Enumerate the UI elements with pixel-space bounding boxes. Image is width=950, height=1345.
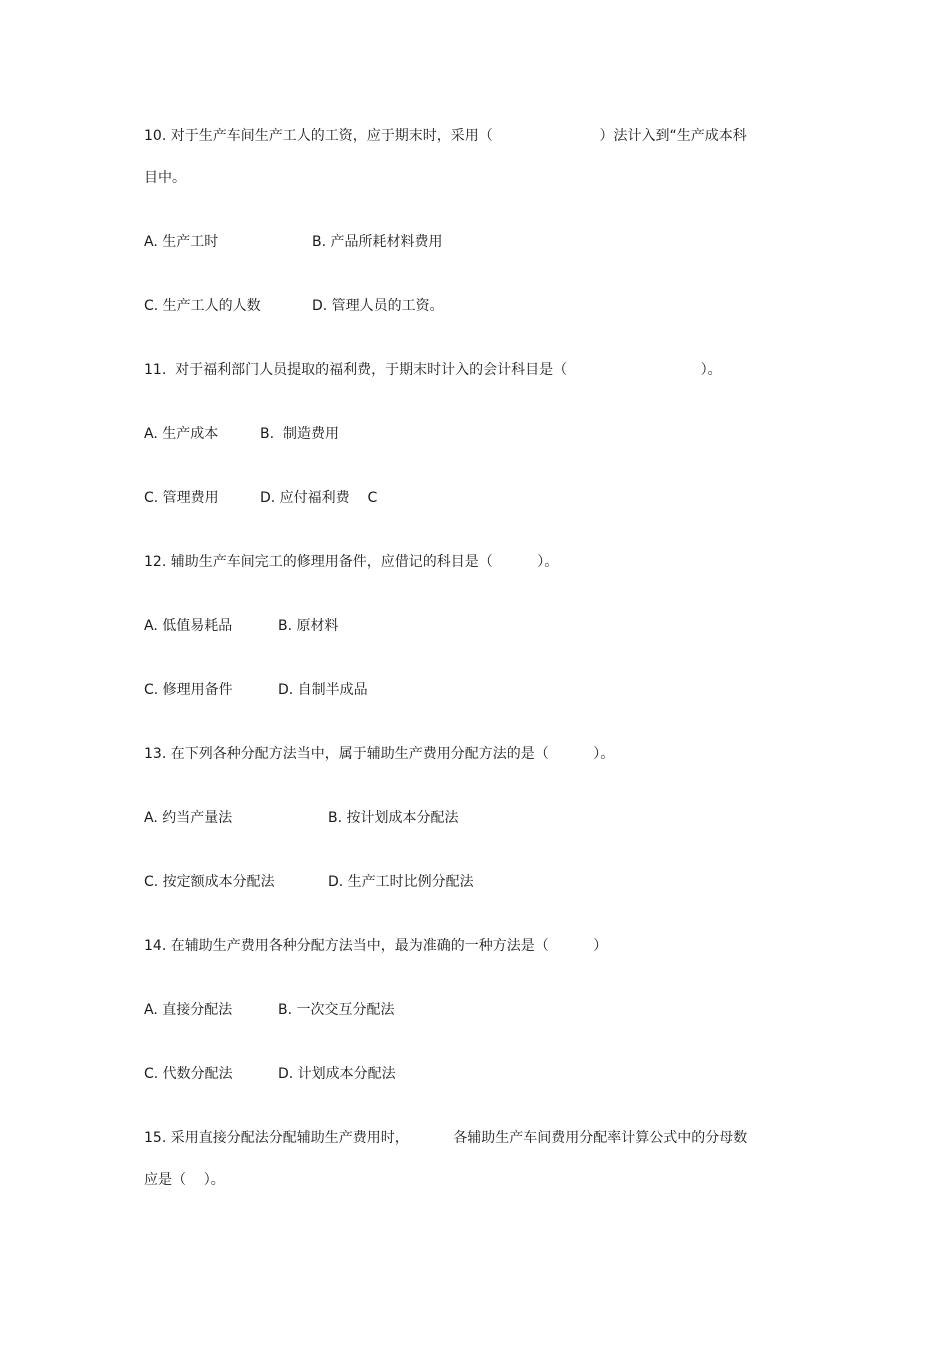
question-12-option-b: B. 原材料: [278, 618, 339, 634]
question-12-stem: 12. 辅助生产车间完工的修理用备件，应借记的科目是（ ）。: [144, 554, 559, 570]
question-14-option-c: C. 代数分配法: [144, 1066, 233, 1082]
question-10-option-c: C. 生产工人的人数: [144, 298, 261, 314]
question-13-option-a: A. 约当产量法: [144, 810, 233, 826]
question-13-stem: 13. 在下列各种分配方法当中，属于辅助生产费用分配方法的是（ ）。: [144, 746, 615, 762]
question-15-stem-continuation: 应是（ ）。: [144, 1172, 225, 1188]
question-12-option-c: C. 修理用备件: [144, 682, 233, 698]
question-11-stem: 11. 对于福利部门人员提取的福利费，于期末时计入的会计科目是（ ）。: [144, 362, 722, 378]
question-12-option-a: A. 低值易耗品: [144, 618, 233, 634]
question-10-option-a: A. 生产工时: [144, 234, 219, 250]
question-12-option-d: D. 自制半成品: [278, 682, 368, 698]
question-11-option-d: D. 应付福利费 C: [260, 490, 378, 506]
question-11-option-a: A. 生产成本: [144, 426, 219, 442]
question-10-stem: 10. 对于生产车间生产工人的工资，应于期末时，采用（ ）法计入到“生产成本科: [144, 128, 747, 144]
question-13-option-c: C. 按定额成本分配法: [144, 874, 275, 890]
question-11-option-b: B. 制造费用: [260, 426, 339, 442]
question-11-option-c: C. 管理费用: [144, 490, 219, 506]
question-10-option-d: D. 管理人员的工资。: [312, 298, 444, 314]
question-13-option-d: D. 生产工时比例分配法: [328, 874, 474, 890]
question-13-option-b: B. 按计划成本分配法: [328, 810, 459, 826]
question-10-stem-continuation: 目中。: [144, 170, 186, 186]
question-14-stem: 14. 在辅助生产费用各种分配方法当中，最为准确的一种方法是（ ）: [144, 938, 608, 954]
question-15-stem: 15. 采用直接分配法分配辅助生产费用时， 各辅助生产车间费用分配率计算公式中的分母数: [144, 1130, 748, 1146]
question-14-option-b: B. 一次交互分配法: [278, 1002, 395, 1018]
question-14-option-d: D. 计划成本分配法: [278, 1066, 396, 1082]
question-14-option-a: A. 直接分配法: [144, 1002, 233, 1018]
question-10-option-b: B. 产品所耗材料费用: [312, 234, 443, 250]
